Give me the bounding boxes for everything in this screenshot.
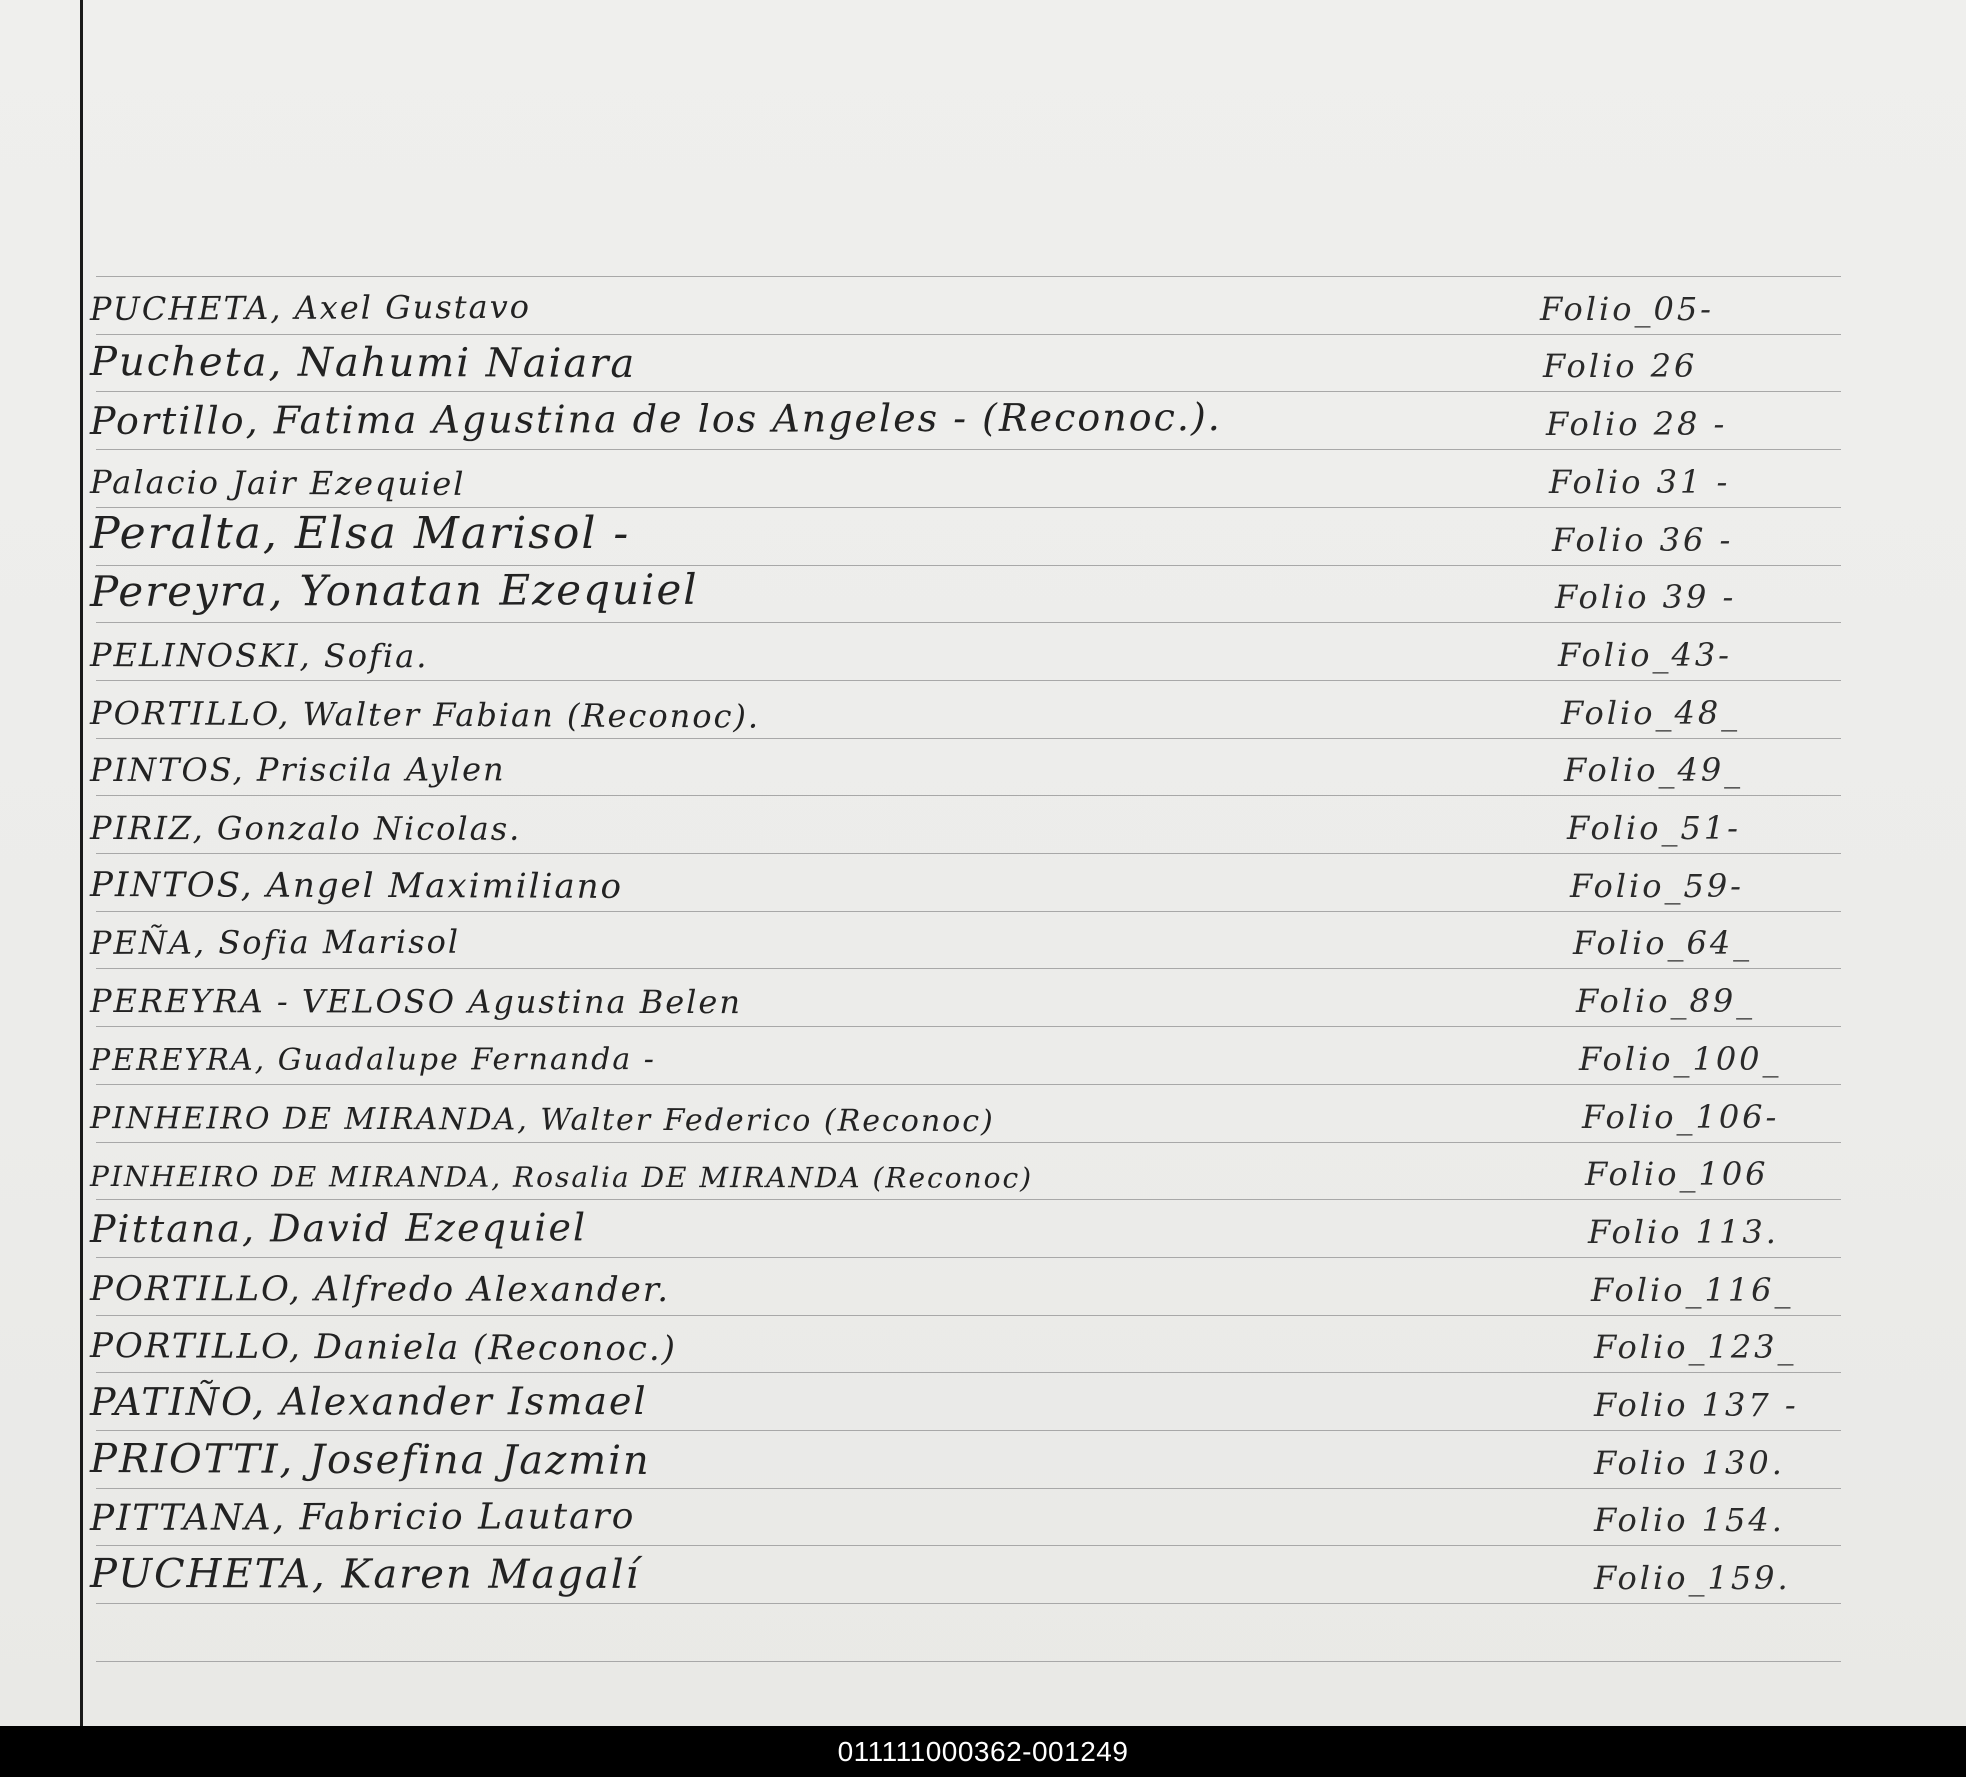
entry-folio: Folio_05- (1540, 290, 1714, 328)
ruled-line (96, 1315, 1841, 1316)
ruled-line (96, 968, 1841, 969)
list-item (90, 1491, 1850, 1545)
entry-name: Pereyra, Yonatan Ezequiel (89, 564, 699, 616)
entry-folio: Folio 130. (1594, 1444, 1785, 1482)
ruled-line (96, 449, 1841, 450)
ruled-line (96, 738, 1841, 739)
entry-folio: Folio 137 - (1594, 1386, 1799, 1424)
document-footer (0, 1726, 1966, 1777)
margin-line (80, 0, 83, 1726)
entry-folio: Folio 28 - (1546, 405, 1728, 443)
list-item (89, 564, 1850, 622)
entry-name: PINTOS, Angel Maximiliano (90, 865, 624, 907)
ruled-line (96, 1661, 1841, 1662)
ruled-line (96, 1488, 1841, 1489)
list-item (90, 508, 1850, 565)
entry-name: PORTILLO, Walter Fabian (Reconoc). (90, 694, 761, 736)
list-item (90, 395, 1850, 449)
entry-folio: Folio_43- (1558, 636, 1732, 674)
ruled-line (96, 795, 1841, 796)
entry-folio: Folio 113. (1588, 1213, 1779, 1251)
ruled-line (96, 1084, 1841, 1085)
entry-folio: Folio 154. (1594, 1501, 1785, 1539)
list-item (90, 1203, 1850, 1257)
entry-folio: Folio_100_ (1579, 1040, 1782, 1078)
entry-folio: Folio 36 - (1552, 521, 1734, 559)
list-item (90, 972, 1850, 1026)
list-item (90, 1088, 1850, 1142)
ruled-line (96, 391, 1841, 392)
entry-name: PORTILLO, Daniela (Reconoc.) (90, 1326, 678, 1370)
ruled-line (96, 1026, 1841, 1027)
entry-name: PITTANA, Fabricio Lautaro (89, 1496, 636, 1539)
ruled-line (96, 334, 1841, 335)
entry-folio: Folio 39 - (1555, 578, 1737, 616)
list-item (90, 337, 1850, 391)
entry-name: PORTILLO, Alfredo Alexander. (90, 1269, 671, 1311)
ruled-line (96, 276, 1841, 277)
entry-folio: Folio_106 (1585, 1155, 1769, 1193)
ruled-line (96, 1199, 1841, 1200)
ruled-line (96, 1430, 1841, 1431)
entry-name: Peralta, Elsa Marisol - (90, 508, 631, 559)
entry-name: Pittana, David Ezequiel (89, 1205, 588, 1251)
list-item (90, 1549, 1850, 1603)
list-item (90, 453, 1850, 507)
document-id: 011111000362-001249 (837, 1735, 1129, 1767)
ruled-line (96, 1142, 1841, 1143)
ruled-line (96, 622, 1841, 623)
entry-name: PUCHETA, Karen Magalí (90, 1551, 641, 1598)
entry-name: PEREYRA, Guadalupe Fernanda - (89, 1042, 656, 1078)
entry-name: PEREYRA - VELOSO Agustina Belen (90, 982, 742, 1022)
ruled-line (96, 1545, 1841, 1546)
ruled-line (96, 911, 1841, 912)
entry-folio: Folio_123_ (1594, 1328, 1797, 1366)
entry-folio: Folio_116_ (1591, 1271, 1794, 1309)
ruled-line (96, 680, 1841, 681)
entry-folio: Folio_106- (1582, 1098, 1780, 1136)
entry-folio: Folio_48_ (1561, 694, 1741, 732)
entry-folio: Folio 31 - (1549, 463, 1731, 501)
entry-folio: Folio_51- (1567, 809, 1741, 847)
list-item (90, 914, 1850, 968)
list-item (90, 1030, 1850, 1084)
entry-name: PRIOTTI, Josefina Jazmin (90, 1436, 651, 1484)
list-item (90, 684, 1850, 738)
list-item (90, 1145, 1850, 1199)
list-item (90, 280, 1850, 334)
entry-folio: Folio_159. (1594, 1559, 1791, 1597)
list-item (90, 857, 1850, 911)
entry-name: PELINOSKI, Sofia. (90, 636, 429, 676)
entry-folio: Folio 26 (1543, 347, 1698, 385)
ruled-line (96, 1603, 1841, 1604)
entry-name: Palacio Jair Ezequiel (90, 463, 466, 503)
entry-folio: Folio_59- (1570, 867, 1744, 905)
list-item (90, 799, 1850, 853)
list-item (90, 741, 1850, 795)
entry-name: PEÑA, Sofia Marisol (89, 922, 461, 962)
list-item (90, 1376, 1850, 1430)
list-item (90, 1261, 1850, 1315)
list-item (90, 626, 1850, 680)
ruled-line (96, 853, 1841, 854)
entry-name: PINTOS, Priscila Aylen (89, 750, 506, 789)
entry-name: PIRIZ, Gonzalo Nicolas. (90, 809, 522, 848)
ruled-line (96, 1372, 1841, 1373)
entry-name: PUCHETA, Axel Gustavo (89, 287, 532, 328)
entry-name: Pucheta, Nahumi Naiara (90, 339, 637, 387)
entry-name: Portillo, Fatima Agustina de los Angeles - (Reconoc.). (89, 395, 1222, 443)
entry-name: PINHEIRO DE MIRANDA, Rosalia DE MIRANDA (Reconoc) (90, 1160, 1034, 1195)
entry-name: PATIÑO, Alexander Ismael (89, 1379, 648, 1424)
entry-name: PINHEIRO DE MIRANDA, Walter Federico (Reconoc) (90, 1101, 995, 1140)
entry-folio: Folio_89_ (1576, 982, 1756, 1020)
ruled-line (96, 1257, 1841, 1258)
entry-folio: Folio_49_ (1564, 751, 1744, 789)
entry-folio: Folio_64_ (1573, 924, 1753, 962)
list-item (90, 1434, 1850, 1488)
list-item (90, 1318, 1850, 1372)
